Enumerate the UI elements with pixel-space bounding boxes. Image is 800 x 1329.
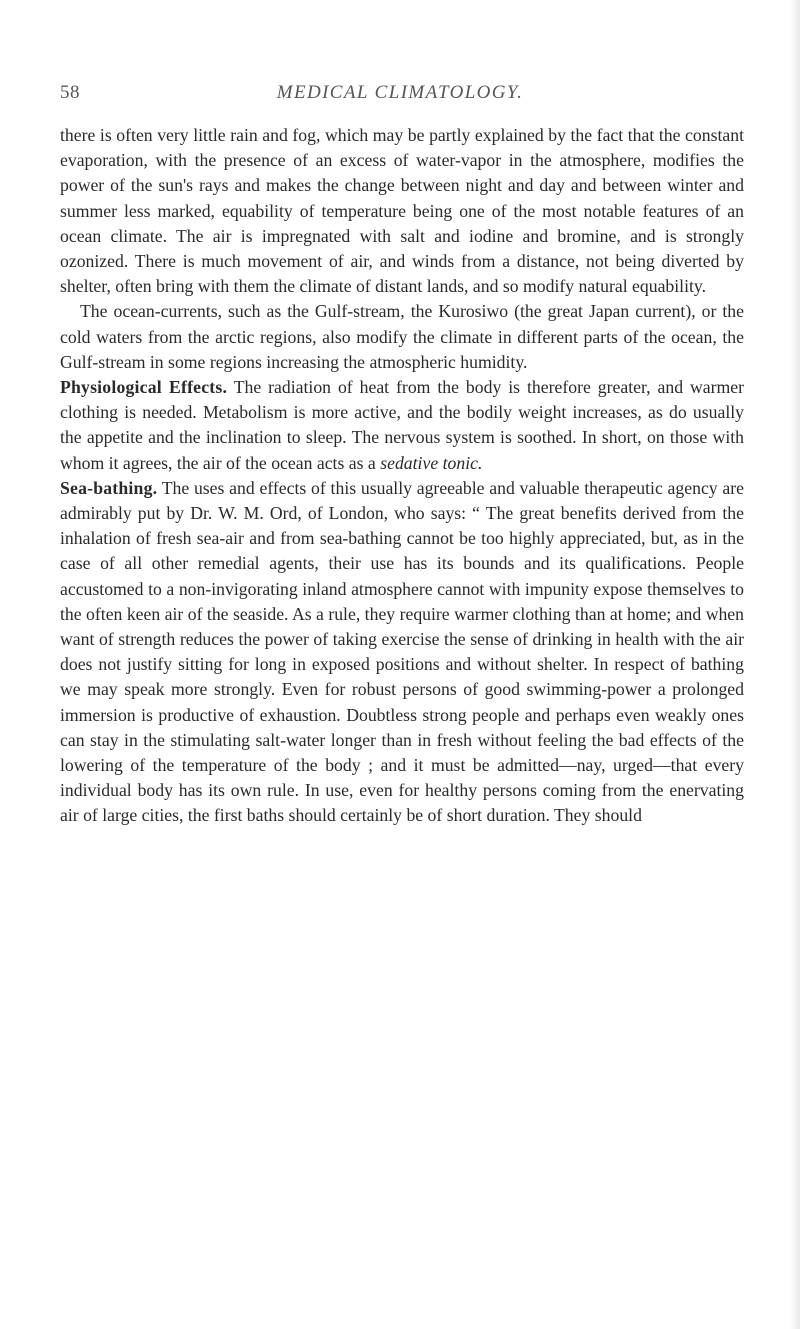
paragraph-sea-bathing-text: The uses and effects of this usually agreeable and valuable therapeutic agency are admirably put by Dr. W. M. Ord, of London, who says: “ The great benefits derived from the inhalation of fresh sea-air and from sea-bathing cannot be too highly appreciated, but, as in the case of all other remedial agents, their use has its bounds and its qualifications. People accustomed to a non-invigorating inland atmosphere cannot with impunity expose themselves to the often keen air of the seaside. As a rule, they require warmer clothing than at home; and when want of strength reduces the power of taking exercise the sense of drinking in health with the air does not justify sitting for long in exposed positions and without shelter. In respect of bathing we may speak more strongly. Even for robust persons of good swimming-power a prolonged immersion is productive of exhaustion. Doubtless strong people and perhaps even weakly ones can stay in the stimulating salt-water longer than in fresh without feeling the bad effects of the lowering of the temperature of the body ; and it must be admitted—nay, urged—that every individual body has its own rule. In use, even for healthy persons coming from the enervating air of large cities, the first baths should certainly be of short duration. They should — [60, 477, 744, 826]
page-header — [60, 82, 740, 106]
paragraph-physiological-effects — [60, 375, 744, 476]
emphasis-sedative-tonic: sedative tonic. — [380, 452, 483, 473]
side-heading-physiological-effects: Physiological Effects. — [60, 377, 228, 398]
page-edge-shadow — [790, 0, 800, 1329]
side-heading-sea-bathing: Sea-bathing. — [60, 477, 158, 498]
paragraph-physiological-text: The radiation of heat from the body is therefore greater, and warmer clothing is needed. Metabolism is more active, and the bodily weight increases, as do usually the appetite and the inclination to sleep. The nervous system is soothed. In short, on those with whom it agrees, the air of the ocean acts as a — [60, 377, 745, 473]
paragraph-sea-bathing — [60, 476, 744, 829]
running-title: MEDICAL CLIMATOLOGY. — [276, 82, 524, 103]
paragraph-ocean-climate: there is often very little rain and fog, which may be partly explained by the fact that the constant evaporation, with the presence of an excess of water-vapor in the atmosphere, modifies the power of the sun's rays and makes the change between night and day and between winter and summer less marked, equability of temperature being one of the most notable features of an ocean climate. The air is impregnated with salt and iodine and bromine, and is strongly ozonized. There is much movement of air, and winds from a distance, not being diverted by shelter, often bring with them the climate of distant lands, and so modify natural equability. — [60, 125, 744, 297]
page-number: 58 — [60, 82, 80, 103]
paragraph-ocean-currents: The ocean-currents, such as the Gulf-stream, the Kurosiwo (the great Japan current), or the cold waters from the arctic regions, also modify the climate in different parts of the ocean, the Gulf-stream in some regions increasing the atmospheric humidity. — [60, 301, 744, 372]
body-text — [60, 123, 744, 829]
